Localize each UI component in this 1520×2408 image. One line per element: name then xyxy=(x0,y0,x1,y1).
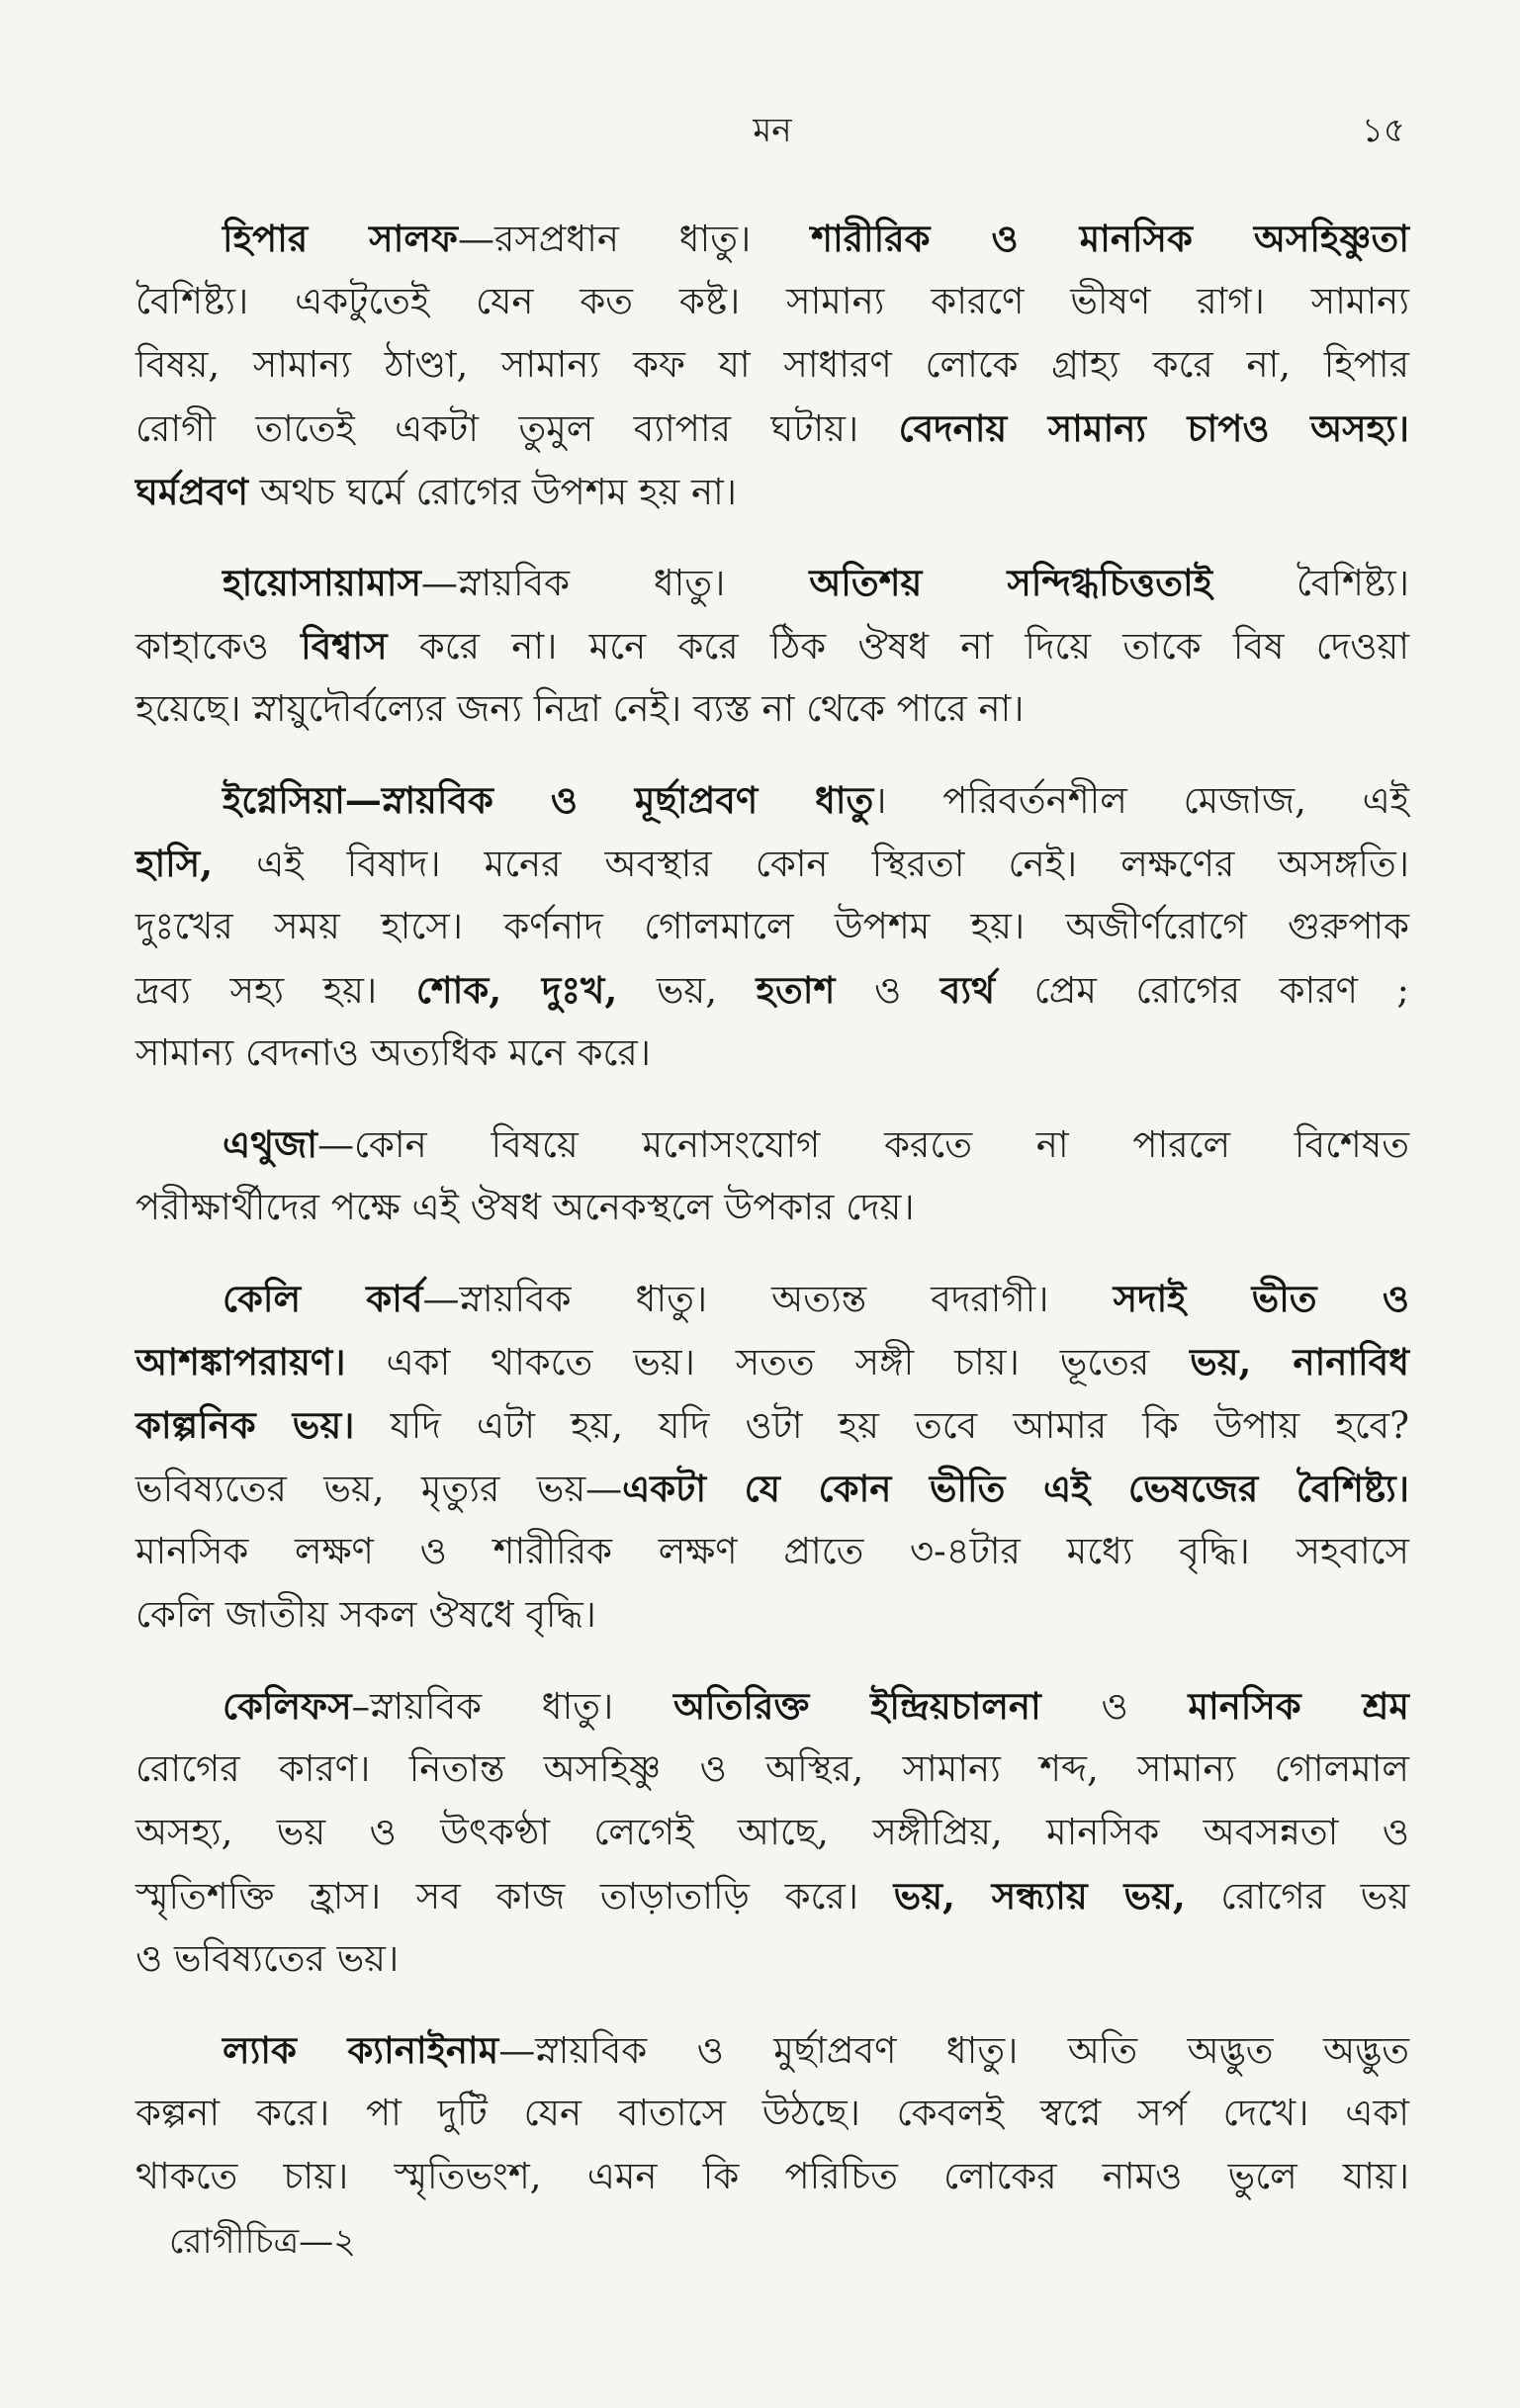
bold-term: অতিশয় সন্দিগ্ধচিত্ততাই xyxy=(809,561,1212,604)
bold-term: শোক, দুঃখ, xyxy=(415,968,618,1012)
remedy-paragraph xyxy=(135,1674,1409,1991)
text-line xyxy=(135,614,1409,677)
remedy-paragraph xyxy=(135,768,1409,1085)
remedy-paragraph xyxy=(135,1113,1409,1239)
text-run: রোগের ভয় xyxy=(1185,1875,1409,1917)
remedy-paragraph xyxy=(135,551,1409,741)
text-run: —স্নায়বিক ধাতু। অত্যন্ত বদরাগী। xyxy=(422,1278,1114,1320)
text-run: পরীক্ষার্থীদের পক্ষে এই ঔষধ অনেকস্থলে উপকার দেয়। xyxy=(135,1186,915,1228)
text-line xyxy=(135,397,1409,460)
text-line xyxy=(135,1113,1409,1176)
text-run: —স্নায়বিক ও মুর্ছাপ্রবণ ধাতু। অতি অদ্ভুত অদ্ভুত xyxy=(498,2029,1409,2072)
line-text xyxy=(135,1330,1409,1394)
bold-term: ভয়, সন্ধ্যায় ভয়, xyxy=(893,1874,1186,1917)
bold-term: কাল্পনিক ভয়। xyxy=(135,1403,355,1447)
text-run: কাহাকেও xyxy=(135,625,302,668)
text-run: একা থাকতে ভয়। সতত সঙ্গী চায়। ভূতের xyxy=(345,1341,1191,1383)
bold-term: মানসিক শ্রম xyxy=(1188,1684,1409,1728)
line-text xyxy=(135,1738,1409,1801)
line-text xyxy=(135,270,1409,333)
text-line xyxy=(135,677,1409,741)
bold-term: ঘর্মপ্রবণ xyxy=(135,470,248,513)
text-line xyxy=(135,1393,1409,1457)
text-run: করে না। মনে করে ঠিক ঔষধ না দিয়ে তাকে বিষ দেওয়া xyxy=(387,625,1410,668)
text-line xyxy=(135,1738,1409,1801)
bold-term: অতিরিক্ত ইন্দ্রিয়চালনা xyxy=(672,1684,1041,1728)
text-run: দুঃখের সময় হাসে। কর্ণনাদ গোলমালে উপশম হয়। অজীর্ণরোগে গুরুপাক xyxy=(135,905,1409,947)
text-run: স্মৃতিশক্তি হ্রাস। সব কাজ তাড়াতাড়ি করে। xyxy=(135,1875,894,1917)
line-text xyxy=(135,2082,1409,2145)
bold-term: ভয়, নানাবিধ xyxy=(1190,1340,1409,1383)
bold-term: ল্যাক ক্যানাইনাম xyxy=(223,2028,499,2072)
text-line xyxy=(135,1267,1409,1330)
text-run: । পরিবর্তনশীল মেজাজ, এই xyxy=(873,779,1409,822)
text-run: —রসপ্রধান ধাতু। xyxy=(457,218,812,260)
line-text xyxy=(135,677,1025,741)
text-line xyxy=(135,1864,1409,1927)
line-text xyxy=(135,1864,1409,1928)
text-run: কল্পনা করে। পা দুটি যেন বাতাসে উঠছে। কেবলই স্বপ্নে সর্প দেখে। একা xyxy=(135,2092,1409,2134)
bold-term: এথুজা xyxy=(223,1122,317,1166)
remedy-paragraph xyxy=(135,1267,1409,1647)
text-run: দ্রব্য সহ্য হয়। xyxy=(135,969,416,1012)
remedy-paragraph xyxy=(135,2018,1409,2208)
text-line xyxy=(135,2082,1409,2145)
text-run: সামান্য বেদনাও অত্যধিক মনে করে। xyxy=(135,1031,651,1074)
text-line xyxy=(135,895,1409,958)
text-line xyxy=(135,270,1409,333)
line-text xyxy=(223,2018,1409,2083)
text-run: কেলি জাতীয় সকল ঔষধে বৃদ্ধি। xyxy=(135,1593,596,1636)
text-run: যদি এটা হয়, যদি ওটা হয় তবে আমার কি উপায় হবে? xyxy=(354,1404,1409,1447)
text-line xyxy=(135,460,1409,523)
text-line xyxy=(135,551,1409,614)
text-line xyxy=(135,333,1409,397)
text-run: ভবিষ্যতের ভয়, মৃত্যুর ভয়— xyxy=(135,1468,623,1510)
text-run: বৈশিষ্ট্য। একটুতেই যেন কত কষ্ট। সামান্য কারণে ভীষণ রাগ। সামান্য xyxy=(135,280,1409,322)
line-text xyxy=(223,207,1409,271)
line-text xyxy=(135,2145,1409,2208)
text-run: ও ভবিষ্যতের ভয়। xyxy=(135,1937,400,1980)
text-line xyxy=(135,1457,1409,1520)
line-text xyxy=(135,1176,915,1239)
text-run: বৈশিষ্ট্য। xyxy=(1211,562,1409,604)
line-text xyxy=(135,1583,596,1647)
text-line xyxy=(135,1801,1409,1864)
text-run: হয়েছে। স্নায়ুদৌর্বল্যের জন্য নিদ্রা নেই। ব্যস্ত না থেকে পারে না। xyxy=(135,687,1025,730)
text-line xyxy=(135,1022,1409,1085)
text-line xyxy=(135,1176,1409,1239)
text-line xyxy=(135,1927,1409,1991)
text-run: —কোন বিষয়ে মনোসংযোগ করতে না পারলে বিশেষত xyxy=(316,1123,1409,1166)
line-text xyxy=(135,1022,651,1085)
line-text xyxy=(223,1674,1409,1739)
text-line xyxy=(135,832,1409,895)
line-text xyxy=(223,1113,1409,1177)
page-number: ১৫ xyxy=(1361,111,1405,150)
line-text xyxy=(135,1927,399,1991)
text-line xyxy=(135,1583,1409,1647)
bold-term: বেদনায় সামান্য চাপও অসহ্য। xyxy=(898,406,1409,450)
bold-term: শারীরিক ও মানসিক অসহিষ্ণুতা xyxy=(811,217,1409,260)
bold-term: ব্যর্থ xyxy=(939,968,996,1012)
text-run: এই বিষাদ। মনের অবস্থার কোন স্থিরতা নেই। লক্ষণের অসঙ্গতি। xyxy=(213,843,1409,885)
text-run: ও xyxy=(835,969,940,1012)
line-text xyxy=(223,768,1409,833)
line-text xyxy=(135,397,1409,461)
text-run: ভয়, xyxy=(617,969,757,1012)
bold-term: কেলিফস xyxy=(223,1684,352,1728)
text-line xyxy=(135,1520,1409,1583)
line-text xyxy=(135,895,1409,958)
line-text xyxy=(135,333,1409,397)
bold-term: বিশ্বাস xyxy=(301,624,388,668)
text-line xyxy=(135,207,1409,270)
text-run: –স্নায়বিক ধাতু। xyxy=(351,1685,673,1728)
line-text xyxy=(223,551,1409,615)
text-line xyxy=(135,2018,1409,2082)
bold-term: হায়োসায়ামাস xyxy=(223,561,421,604)
line-text xyxy=(135,1801,1409,1864)
text-run: রোগী তাতেই একটা তুমুল ব্যাপার ঘটায়। xyxy=(135,407,899,450)
text-line xyxy=(135,768,1409,832)
text-run: অসহ্য, ভয় ও উৎকণ্ঠা লেগেই আছে, সঙ্গীপ্রিয়, মানসিক অবসন্নতা ও xyxy=(135,1811,1409,1853)
bold-term: হাসি, xyxy=(135,842,214,885)
bold-term: ইগ্নেসিয়া—স্নায়বিক ও মূর্ছাপ্রবণ ধাতু xyxy=(223,778,874,822)
text-line xyxy=(135,2145,1409,2208)
line-text xyxy=(135,460,737,524)
bold-term: কেলি কার্ব xyxy=(223,1277,423,1320)
page-body xyxy=(135,207,1409,2208)
signature-mark: রোগীচিত্র—২ xyxy=(169,2222,356,2262)
running-header xyxy=(135,107,1409,154)
text-run: ও xyxy=(1040,1685,1189,1728)
text-line xyxy=(135,958,1409,1022)
text-run: মানসিক লক্ষণ ও শারীরিক লক্ষণ প্রাতে ৩-৪টার মধ্যে বৃদ্ধি। সহবাসে xyxy=(135,1530,1409,1572)
text-run: রোগের কারণ। নিতান্ত অসহিষ্ণু ও অস্থির, সামান্য শব্দ, সামান্য গোলমাল xyxy=(135,1747,1409,1790)
text-run: —স্নায়বিক ধাতু। xyxy=(420,562,810,604)
bold-term: একটা যে কোন ভীতি এই ভেষজের বৈশিষ্ট্য। xyxy=(622,1467,1409,1510)
text-run: প্রেম রোগের কারণ ; xyxy=(995,969,1409,1012)
text-run: অথচ ঘর্মে রোগের উপশম হয় না। xyxy=(247,471,738,513)
text-line xyxy=(135,1330,1409,1393)
bold-term: হতাশ xyxy=(756,968,836,1012)
text-run: বিষয়, সামান্য ঠাণ্ডা, সামান্য কফ যা সাধারণ লোকে গ্রাহ্য করে না, হিপার xyxy=(135,343,1409,386)
line-text xyxy=(135,1520,1409,1583)
text-line xyxy=(135,1674,1409,1738)
line-text xyxy=(135,1457,1409,1521)
bold-term: সদাই ভীত ও xyxy=(1113,1277,1409,1320)
line-text xyxy=(135,958,1409,1023)
line-text xyxy=(223,1267,1409,1331)
chapter-title: মন xyxy=(753,111,792,150)
bold-term: হিপার সালফ xyxy=(223,217,458,260)
line-text xyxy=(135,614,1409,678)
line-text xyxy=(135,1393,1409,1458)
bold-term: আশঙ্কাপরায়ণ। xyxy=(135,1340,346,1383)
remedy-paragraph xyxy=(135,207,1409,523)
line-text xyxy=(135,832,1409,896)
text-run: থাকতে চায়। স্মৃতিভংশ, এমন কি পরিচিত লোকের নামও ভুলে যায়। xyxy=(135,2155,1409,2197)
